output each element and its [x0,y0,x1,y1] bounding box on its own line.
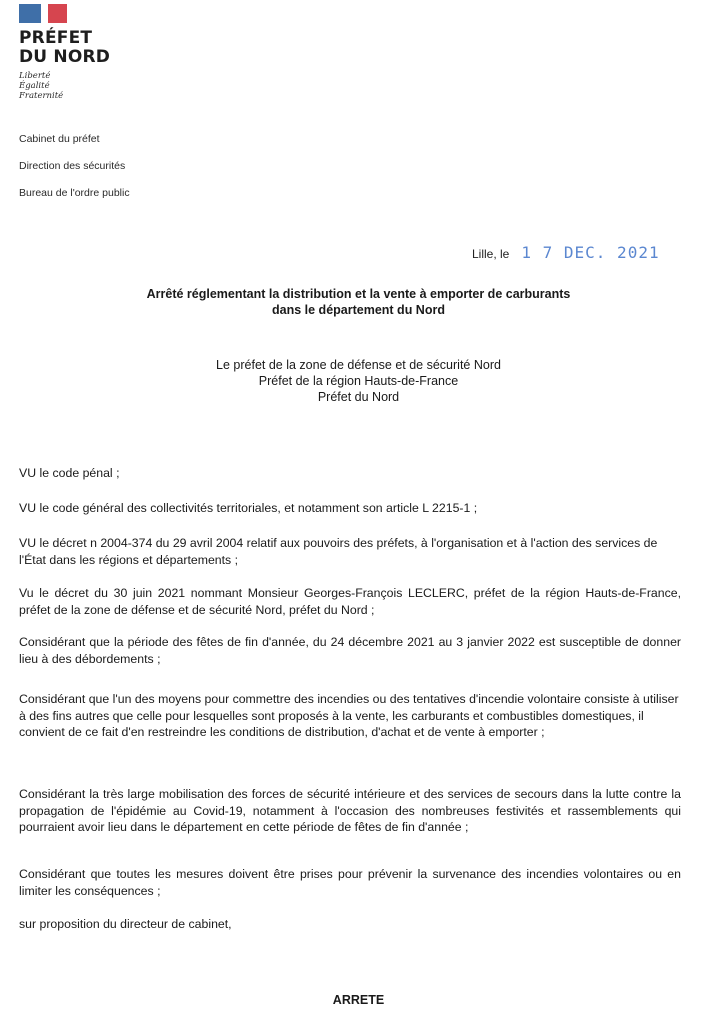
republic-motto [19,71,110,101]
considerant-mobilisation: Considérant la très large mobilisation des forces de sécurité intérieure et des services de secours dans la lutte contre la propagation de l'épidémie au Covid-19, notamment à l'occasion des nombreuses festivités et rassemblements qui pourraient avoir lieu dans le département en cette période de fêtes de fin d'année ; [19,787,681,834]
date-stamp: 1 7 DEC. 2021 [521,243,660,262]
service-bureau: Bureau de l'ordre public [19,187,130,199]
decision-heading: ARRETE [332,993,385,1007]
date-place: Lille, le [472,247,510,261]
issuing-services [19,126,130,207]
considerant-fetes: Considérant que la période des fêtes de fin d'année, du 24 décembre 2021 au 3 janvier 2022 est susceptible de donner lieu à des débordements ; [19,635,681,666]
visa-cgct: VU le code général des collectivités territoriales, et notamment son article L 2215-1 ; [19,501,478,515]
flag-blue-band [19,4,41,23]
flag-red-band [48,4,67,23]
motto-egalite: Égalité [19,81,50,91]
prefecture-name-line1: PRÉFET [19,28,93,48]
visa-decret-nomination: Vu le décret du 30 juin 2021 nommant Monsieur Georges-François LECLERC, préfet de la région Hauts-de-France, préfet de la zone de défense et de sécurité Nord, préfet du Nord ; [19,586,681,617]
prefecture-logo [19,4,110,101]
date-line [472,243,660,262]
considerant-mesures: Considérant que toutes les mesures doivent être prises pour prévenir la survenance des incendies volontaires ou en limiter les conséquences ; [19,867,681,898]
document-title-line2: dans le département du Nord [272,303,445,317]
visa-decret-2004: VU le décret n 2004-374 du 29 avril 2004 relatif aux pouvoirs des préfets, à l'organisation et à l'action des services de l'État dans les régions et départements ; [19,536,658,567]
marianne-flag-icon [19,4,67,24]
prefecture-name [19,29,110,67]
service-cabinet: Cabinet du préfet [19,133,100,145]
authority-line3: Préfet du Nord [317,390,400,404]
sur-proposition: sur proposition du directeur de cabinet, [19,917,232,931]
flag-white-band [41,4,48,23]
authority-line2: Préfet de la région Hauts-de-France [258,374,459,388]
visa-code-penal: VU le code pénal ; [19,466,120,480]
motto-fraternite: Fraternité [19,91,64,101]
issuing-authority [100,357,617,405]
considerant-incendies: Considérant que l'un des moyens pour commettre des incendies ou des tentatives d'incendie volontaire consiste à utiliser à des fins autres que celle pour lesquelles sont proposés à la vente, les carburants et combustibles domestiques, il convient de ce fait d'en restreindre les conditions de distribution, d'achat et de vente à emporter ; [19,692,679,739]
prefecture-name-line2: DU NORD [19,47,111,67]
document-title [60,286,657,318]
authority-line1: Le préfet de la zone de défense et de sécurité Nord [216,358,501,372]
motto-liberte: Liberté [19,71,51,81]
service-direction: Direction des sécurités [19,160,126,172]
document-title-line1: Arrêté réglementant la distribution et la vente à emporter de carburants [146,287,571,301]
